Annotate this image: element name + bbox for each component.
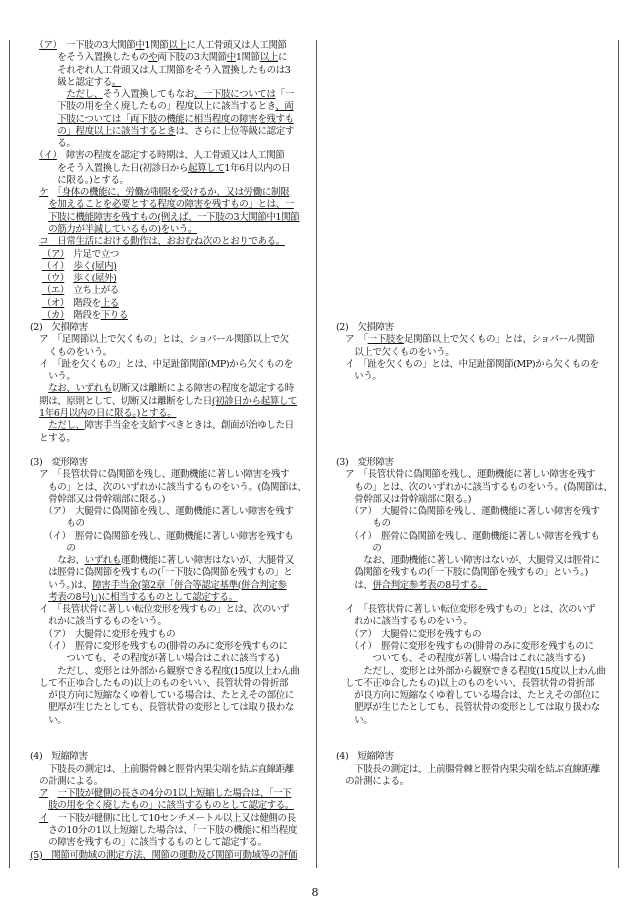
text-segment: 級と認定する [30,76,112,88]
text-line [336,592,616,604]
text-line [30,126,314,138]
text-segment: いう。 [336,371,382,383]
text-segment: いう。 [30,371,76,383]
underlined-revision-text: 1年6月以内の日に限る。)とする。 [39,407,177,419]
text-segment [30,236,39,247]
text-segment [30,285,42,296]
text-segment: くものをいう。 [30,346,112,358]
text-segment [30,592,48,603]
revised-text-column [30,40,314,862]
text-segment [30,420,48,431]
text-line [30,89,314,101]
text-segment: れかに該当するものをいう。 [30,616,167,628]
underlined-revision-text: ただし、 [66,89,103,101]
text-segment: (2) 欠損障害 [336,322,394,334]
text-segment: 足関節以上で欠くもの」とは、ショパール関節 [404,334,595,346]
text-segment: 1年6月以内の日 [224,162,291,174]
text-segment [30,261,42,272]
text-line [30,592,314,604]
text-segment: そう入置換してもなお [102,89,194,101]
text-segment: もの [30,518,85,530]
text-segment: 切断又は離断による障害の程度を認定する時 [111,383,294,395]
text-segment: い。 [336,714,373,726]
text-line [30,101,314,113]
text-line [336,641,616,653]
text-segment: それぞれ人工骨頭又は人工関節をそう入置換したものは3 [30,64,291,76]
text-line [336,531,616,543]
underlined-revision-text: 一下肢を [367,334,405,346]
text-segment [30,788,39,799]
text-line [30,457,314,469]
table-border-left [9,40,10,868]
text-line [336,543,616,555]
text-line [30,396,314,408]
text-line [336,751,616,763]
text-line [336,371,616,383]
text-line [30,580,314,592]
underlined-revision-text: ただし、 [48,420,85,432]
text-line [336,273,616,285]
text-segment: 1関節 [144,40,169,51]
text-line [30,273,314,285]
text-segment [30,408,39,419]
text-line [336,506,616,518]
text-segment: して不正ゆ合したもの)以上のものをいい、長管状骨の骨折部 [30,677,289,689]
text-line [336,776,616,788]
text-segment: 階段を [64,309,101,321]
text-line [336,433,616,445]
text-line [30,77,314,89]
text-segment: （ア） 大腿骨に偽関節を残し、運動機能に著しい障害を残す [30,506,294,518]
text-segment: イ 「趾を欠くもの」とは、中足趾節関節(MP)から欠くものを [30,358,293,370]
underlined-revision-text: 障害手当金(第2章「併合等認定基準(併合判定参 [92,579,287,591]
text-line [30,678,314,690]
text-line [30,150,314,162]
text-line [336,138,616,150]
text-line [30,334,314,346]
text-line [30,236,314,248]
text-line [30,739,314,751]
text-segment [30,89,66,100]
underlined-revision-text: 、両 [275,101,294,113]
text-line [30,175,314,187]
underlined-revision-text: （エ） [41,285,65,297]
underlined-revision-text: （ア） [41,248,65,260]
underlined-revision-text: の筋力が半減しているもの)をいう。 [48,223,198,235]
text-segment: ア 「足関節以上で欠くもの」とは、ショパール関節以上で欠 [30,334,289,346]
text-line [336,261,616,273]
text-segment: をそう入置換した日(初診日から [30,162,189,174]
table-border-middle [316,40,317,868]
text-line [30,666,314,678]
text-line [30,543,314,555]
text-line [30,604,314,616]
text-line [30,494,314,506]
text-line [336,457,616,469]
text-line [336,52,616,64]
text-segment: 立ち上がる [64,285,119,297]
text-line [30,199,314,211]
text-line [30,850,314,862]
page-number: 8 [311,886,319,899]
underlined-revision-text: （ウ） [41,273,65,285]
text-segment: る。 [30,138,76,150]
text-line [30,469,314,481]
underlined-revision-text: 歩く(屋外) [73,273,117,285]
text-segment [30,800,48,811]
text-line [30,52,314,64]
text-line [30,212,314,224]
text-line [30,764,314,776]
text-segment: （イ） 脛骨に偽関節を残し、運動機能に著しい障害を残すも [336,530,600,542]
text-segment [30,40,39,51]
underlined-revision-text: 中 [135,40,145,51]
underlined-revision-text: ケ [39,187,49,199]
text-line [30,187,314,199]
text-segment [30,114,57,125]
text-segment: 障害手当金を支給すべきときは、創面が治ゆした日 [84,420,294,432]
text-segment: の計測による。 [30,775,103,787]
text-line [336,690,616,702]
text-segment: が良方向に短縮なくゆ着している場合は、たとえその部位に [336,690,600,702]
text-segment: が良方向に短縮なくゆ着している場合は、たとえその部位に [30,690,294,702]
text-segment: ただし、変形とは外部から観察できる程度(15度以上わん曲 [336,665,606,677]
text-segment: に [277,52,288,64]
text-line [336,469,616,481]
text-line [30,163,314,175]
text-segment [30,298,42,309]
text-segment: れかに該当するものをいう。 [336,616,473,628]
text-line [30,445,314,457]
text-segment: (4) 短縮障害 [30,751,88,763]
text-line [336,616,616,628]
underlined-revision-text: 上る [100,297,119,309]
text-line [336,322,616,334]
underlined-revision-text: 下肢については「両下肢の機能に相当程度の障害を残すも [57,113,294,125]
text-segment: 「一 [275,89,294,101]
underlined-revision-text: イ [39,812,49,824]
text-line [30,261,314,273]
text-line [336,101,616,113]
text-line [30,65,314,77]
text-segment [30,273,42,284]
text-line [336,580,616,592]
text-segment: 偽関節を残すもの(「一下肢に偽関節を残すもの」という。) [336,567,588,579]
text-segment: なお、 [30,555,85,567]
text-line [336,347,616,359]
text-line [336,494,616,506]
underlined-revision-text: (初診日から起算して [211,395,298,407]
text-line [336,77,616,89]
text-segment: もの [336,518,391,530]
text-line [30,506,314,518]
text-segment: の [336,542,382,554]
text-segment [30,383,48,394]
underlined-revision-text: 以上 [168,40,187,51]
text-line [336,334,616,346]
text-segment: は、さらに上位等級に認定す [175,125,294,137]
text-segment: をそう入置換したもの [30,52,149,64]
text-line [30,40,314,52]
text-line [30,727,314,739]
text-segment: 一下肢が健側に比して10センチメートル以上又は健側の長 [48,812,296,824]
text-line [30,641,314,653]
text-segment: 下肢長の測定は、上前腸骨棘と脛骨内果尖端を結ぶ直線距離 [30,763,294,775]
underlined-revision-text: （イ） [39,150,57,162]
text-segment: イ 「長管状骨に著しい転位変形を残すもの」とは、次のいず [336,604,596,616]
text-segment: さの10分の1以上短縮した場合は、「一下肢の機能に相当程度 [30,825,297,836]
text-line [30,420,314,432]
underlined-revision-text: 中 [226,52,236,64]
text-line [30,310,314,322]
text-line [336,199,616,211]
text-segment [48,788,57,799]
text-line [336,629,616,641]
underlined-revision-text: 考表の8号)」)に相当するものとして認定する。 [48,591,238,603]
text-segment: (4) 短縮障害 [336,751,394,763]
text-segment: イ 「長管状骨に著しい転位変形を残すもの」とは、次のいず [30,604,290,616]
text-segment: (2) 欠損障害 [30,322,88,334]
text-line [336,126,616,138]
text-line [336,518,616,530]
text-segment: なお、運動機能に著しい障害はないが、大腿骨又は脛骨に [336,555,600,567]
text-line [336,420,616,432]
text-segment: の障害を残すもの」に該当するものとして認定する。 [30,837,267,849]
underlined-revision-text: コ 日常生活における動作は、おおむね次のとおりである。 [39,236,285,248]
underlined-revision-text: ア [39,788,49,800]
text-line [336,40,616,52]
text-segment: （イ） 脛骨に偽関節を残し、運動機能に著しい障害を残すも [30,530,294,542]
text-segment: ア 「長管状骨に偽関節を残し、運動機能に著しい障害を残す [30,469,290,481]
text-line [336,678,616,690]
text-line [336,555,616,567]
text-segment: （ア） 大腿骨に偽関節を残し、運動機能に著しい障害を残す [336,506,600,518]
underlined-revision-text: 下肢に機能障害を残すもの(例えば、一下肢の3大関節中1関節 [48,211,300,223]
text-segment: に人工骨頭又は人工関節 [186,40,287,51]
text-segment: 肥厚が生じたとしても、長管状骨の変形としては取り扱わな [30,702,294,714]
text-line [30,702,314,714]
text-line [336,445,616,457]
underlined-revision-text: 「身体の機能に、労働が制限を受けるか、又は労働に制限 [57,187,290,199]
text-line [30,776,314,788]
text-segment: 下肢長の測定は、上前腸骨棘と脛骨内果尖端を結ぶ直線距離 [336,763,600,775]
text-line [30,813,314,825]
text-line [30,285,314,297]
underlined-revision-text: 歩く(屋内) [73,260,117,272]
text-segment: （ア） 大腿骨に変形を残すもの [30,628,176,640]
underlined-revision-text: 下りる [100,309,129,321]
text-line [30,715,314,727]
text-line [336,764,616,776]
text-line [336,249,616,261]
text-line [336,567,616,579]
text-line [30,408,314,420]
text-line [336,187,616,199]
text-line [30,837,314,849]
text-line [30,788,314,800]
text-line [336,298,616,310]
text-line [30,555,314,567]
text-segment [30,199,48,210]
underlined-revision-text: なお、いずれも [48,383,112,395]
text-line [336,702,616,714]
text-line [30,371,314,383]
text-line [30,433,314,445]
current-text-column [336,40,616,788]
text-line [30,751,314,763]
text-segment: 運動機能に著しい障害はないが、大腿骨又 [121,555,294,567]
text-line [336,715,616,727]
text-line [30,518,314,530]
text-segment: の計測による。 [336,775,409,787]
text-line [336,175,616,187]
underlined-revision-text: (5) 関節可動域の測定方法、関節の運動及び関節可動域等の評価 [30,849,298,861]
underlined-revision-text: （ア） [39,40,57,51]
text-line [336,236,616,248]
text-segment: イ 「趾を欠くもの」とは、中足趾節関節(MP)から欠くものを [336,358,599,370]
underlined-revision-text: 。 [111,76,122,88]
text-segment: （イ） 脛骨に変形を残すもの(腓骨のみに変形を残すものに [30,641,288,653]
text-segment [30,212,48,223]
underlined-revision-text: いずれも [84,555,122,567]
text-segment: (3) 変形障害 [30,457,88,469]
text-segment: とする。 [30,432,76,444]
text-line [336,739,616,751]
text-segment: ア 「長管状骨に偽関節を残し、運動機能に著しい障害を残す [336,469,596,481]
text-segment: (3) 変形障害 [336,457,394,469]
underlined-revision-text: 一下肢が健側の長さの4分の1以上短縮した場合は、「一下 [57,788,292,800]
text-segment: は、 [336,579,373,591]
text-segment [30,310,42,321]
text-segment: に限る。)とする。 [30,174,129,186]
text-segment: は脛骨に偽関節を残すもの(「一下肢に偽関節を残すもの」と [30,567,293,579]
text-segment [30,126,57,137]
text-line [336,163,616,175]
underlined-revision-text: を加えることを必要とする程度の障害を残すもの」とは、一 [48,199,294,211]
text-segment: 1関節 [235,52,260,64]
text-segment: 肥厚が生じたとしても、長管状骨の変形としては取り扱わな [336,702,600,714]
underlined-revision-text: （オ） [41,297,65,309]
text-line [30,114,314,126]
text-line [30,531,314,543]
text-segment: 骨幹部又は骨幹端部に限る。) [30,493,166,505]
text-line [336,653,616,665]
table-border-right [618,40,619,868]
text-segment: 以上で欠くものをいう。 [336,346,455,358]
text-segment: ついても、その程度が著しい場合はこれに該当する) [336,653,586,665]
text-line [336,408,616,420]
text-segment: 骨幹部又は骨幹端部に限る。) [336,493,472,505]
text-segment: （ア） 大腿骨に変形を残すもの [336,628,482,640]
text-line [30,322,314,334]
text-segment: もの」とは、次のいずれかに該当するものをいう。(偽関節は、 [336,481,613,493]
text-segment: して不正ゆ合したもの)以上のものをいい、長管状骨の骨折部 [336,677,595,689]
text-line [30,249,314,261]
text-line [336,285,616,297]
text-segment [30,224,48,235]
underlined-revision-text: 肢の用を全く廃したもの」に該当するものとして認定する。 [48,800,294,812]
text-segment [48,187,57,198]
underlined-revision-text: や [148,52,158,64]
underlined-revision-text: 、一下肢については [193,89,276,101]
text-segment [30,187,39,198]
text-segment: 片足で立つ [64,248,119,260]
underlined-revision-text: 起算して [188,162,225,174]
text-line [336,224,616,236]
text-line [30,567,314,579]
text-segment: の [30,542,76,554]
text-segment: （イ） 脛骨に変形を残すもの(腓骨のみに変形を残すものに [336,641,594,653]
text-segment: ア 「 [336,334,368,346]
text-line [336,727,616,739]
underlined-revision-text: 併合判定参考表の8号する。 [372,579,488,591]
text-segment: 障害の程度を認定する時期は、人工骨頭又は人工関節 [56,150,285,162]
underlined-revision-text: の」程度以上に該当するとき [57,125,176,137]
text-line [336,359,616,371]
text-line [30,298,314,310]
text-segment [30,249,42,260]
text-line [30,629,314,641]
underlined-revision-text: （カ） [41,309,65,321]
text-line [30,616,314,628]
text-line [336,89,616,101]
text-line [30,800,314,812]
text-segment: 階段を [64,297,101,309]
text-line [336,396,616,408]
text-line [30,653,314,665]
text-line [30,482,314,494]
text-line [30,347,314,359]
text-line [30,690,314,702]
text-segment: ついても、その程度が著しい場合はこれに該当する) [30,653,280,665]
text-segment: 両下肢の3大関節 [157,52,227,64]
text-line [336,65,616,77]
text-segment: 一下肢の3大関節 [56,40,136,51]
text-segment: ただし、変形とは外部から観察できる程度(15度以上わん曲 [30,665,300,677]
text-segment: い。 [30,714,67,726]
text-line [336,383,616,395]
text-segment: 下肢の用を全く廃したもの」程度以上に該当するとき [30,101,276,113]
text-line [336,114,616,126]
text-line [30,138,314,150]
underlined-revision-text: 以上 [259,52,278,64]
text-segment: もの」とは、次のいずれかに該当するものをいう。(偽関節は、 [30,481,307,493]
text-line [336,150,616,162]
text-line [336,604,616,616]
text-line [30,359,314,371]
underlined-revision-text: （イ） [41,260,65,272]
text-segment: 期は、原則として、切断又は離断をした日 [30,395,212,407]
text-line [30,224,314,236]
text-line [30,383,314,395]
text-line [336,310,616,322]
text-segment [30,150,39,161]
text-line [30,825,314,837]
text-segment [30,813,39,824]
text-segment: いう。)は、 [30,579,93,591]
text-line [336,212,616,224]
text-line [336,666,616,678]
text-line [336,482,616,494]
